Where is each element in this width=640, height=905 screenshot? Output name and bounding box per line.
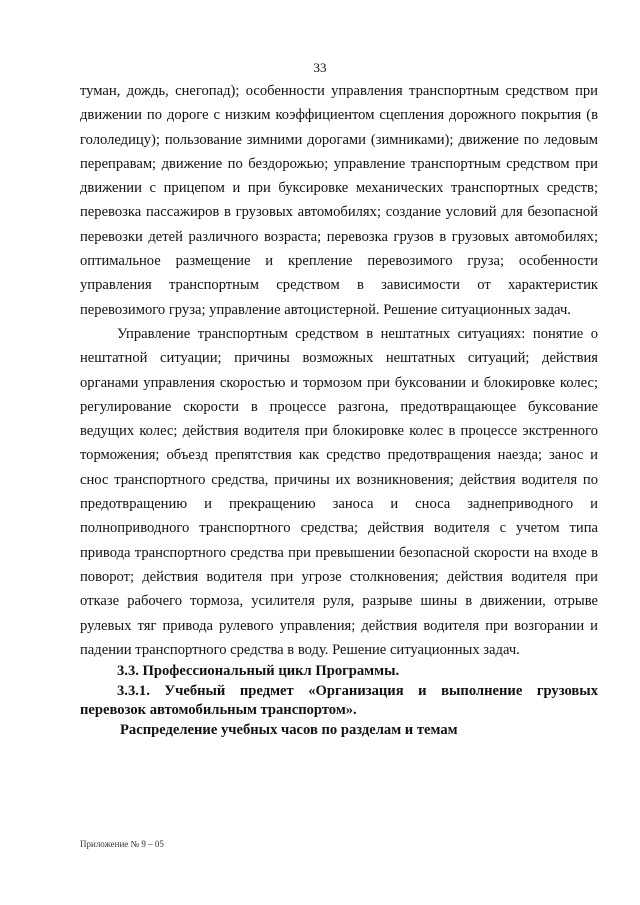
document-body	[80, 79, 598, 740]
page-number: 33	[313, 60, 327, 75]
paragraph-continued: туман, дождь, снегопад); особенности управления транспортным средством при движении по дороге с низким коэффициентом сцепления дорожного покрытия (в гололедицу); пользование зимними дорогами (зимниками); движение по ледовым переправам; движение по бездорожью; управление транспортным средством при движении с прицепом и при буксировке механических транспортных средств; перевозка пассажиров в грузовых автомобилях; создание условий для безопасной перевозки детей различного возраста; перевозка грузов в грузовых автомобилях; оптимальное размещение и крепление перевозимого груза; особенности управления транспортным средством в зависимости от характеристик перевозимого груза; управление автоцистерной. Решение ситуационных задач.	[80, 83, 598, 318]
section-heading: 3.3. Профессиональный цикл Программы.	[117, 663, 400, 680]
table-heading: Распределение учебных часов по разделам и темам	[120, 721, 458, 738]
footer-note: Приложение № 9 – 05	[80, 839, 164, 849]
subject-heading: 3.3.1. Учебный предмет «Организация и выполнение грузовых перевозок автомобильным транспортом».	[80, 682, 598, 719]
paragraph-emergency-situations: Управление транспортным средством в нештатных ситуациях: понятие о нештатной ситуации; причины возможных нештатных ситуаций; действия органами управления скоростью и тормозом при буксовании и блокировке колес; регулирование скорости в процессе разгона, предотвращающее буксование ведущих колес; действия водителя при блокировке колес в процессе экстренного торможения; объезд препятствия как средство предотвращения наезда; занос и снос транспортного средства, причины их возникновения; действия водителя по предотвращению и прекращению заноса и сноса заднеприводного и полноприводного транспортного средства; действия водителя с учетом типа привода транспортного средства при превышении безопасной скорости на входе в поворот; действия водителя при угрозе столкновения; действия водителя при отказе рабочего тормоза, усилителя руля, разрыве шины в движении, отрыве рулевых тяг привода рулевого управления; действия водителя при возгорании и падении транспортного средства в воду. Решение ситуационных задач.	[80, 325, 598, 658]
